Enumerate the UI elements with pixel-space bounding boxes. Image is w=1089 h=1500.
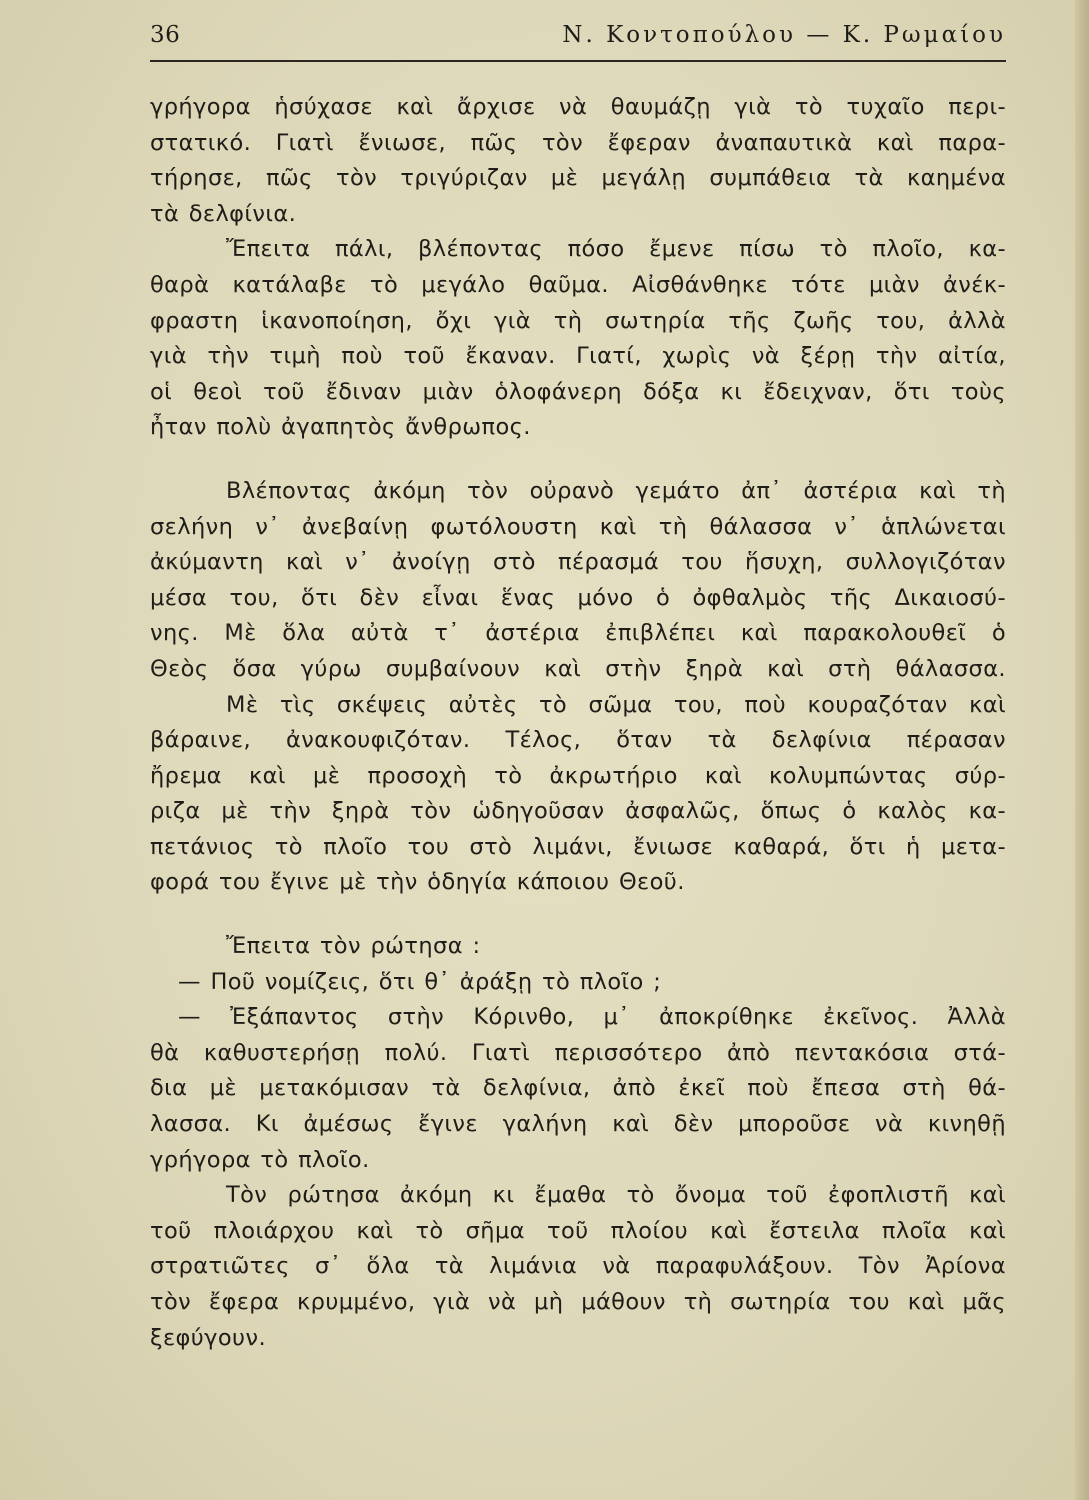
dialogue-line — [150, 965, 1006, 1001]
text-line: ἤρεμα καὶ μὲ προσοχὴ τὸ ἀκρωτήριο καὶ κολυμπώντας σύρ- — [150, 762, 1006, 789]
text-line: γιὰ τὴν τιμὴ ποὺ τοῦ ἔκαναν. Γιατί, χωρὶς νὰ ξέρῃ τὴν αἰτία, — [150, 343, 1006, 370]
text-line: Ἔπειτα πάλι, βλέποντας πόσο ἔμενε πίσω τὸ πλοῖο, κα- — [226, 236, 1006, 263]
running-head: Ν. Κοντοπούλου — Κ. Ρωμαίου — [562, 22, 1006, 48]
text-line: βάραινε, ἀνακουφιζόταν. Τέλος, ὅταν τὰ δελφίνια πέρασαν — [150, 727, 1006, 754]
text-line: τοῦ πλοιάρχου καὶ τὸ σῆμα τοῦ πλοίου καὶ ἔστειλα πλοῖα καὶ — [150, 1217, 1006, 1244]
text-line: νης. Μὲ ὅλα αὐτὰ τ᾿ ἀστέρια ἐπιβλέπει καὶ παρακολουθεῖ ὁ — [150, 620, 1006, 647]
text-line: λασσα. Κι ἀμέσως ἔγινε γαλήνη καὶ δὲν μποροῦσε νὰ κινηθῇ — [150, 1111, 1006, 1138]
text-line: Βλέποντας ἀκόμη τὸν οὐρανὸ γεμάτο ἀπ᾿ ἀστέρια καὶ τὴ — [226, 477, 1006, 504]
header-rule — [150, 60, 1006, 62]
text-line: τὸν ἔφερα κρυμμένο, γιὰ νὰ μὴ μάθουν τὴ σωτηρία του καὶ μᾶς — [150, 1289, 1006, 1315]
text-line: μέσα του, ὅτι δὲν εἶναι ἕνας μόνο ὁ ὀφθαλμὸς τῆς Δικαιοσύ- — [150, 584, 1006, 611]
text-line: δια μὲ μετακόμισαν τὰ δελφίνια, ἀπὸ ἐκεῖ ποὺ ἔπεσα στὴ θά- — [150, 1075, 1006, 1102]
paragraph — [150, 929, 1006, 965]
text-line: τήρησε, πῶς τὸν τριγύριζαν μὲ μεγάλῃ συμπάθεια τὰ καημένα — [150, 165, 1006, 192]
section-gap — [150, 901, 1006, 929]
text-line: σελήνη ν᾿ ἀνεβαίνῃ φωτόλουστη καὶ τὴ θάλασσα ν᾿ ἁπλώνεται — [150, 513, 1006, 540]
text-line: στρατιῶτες σ᾿ ὅλα τὰ λιμάνια νὰ παραφυλάξουν. Τὸν Ἀρίονα — [150, 1253, 1006, 1280]
text-line: γρήγορα ἡσύχασε καὶ ἄρχισε νὰ θαυμάζῃ γιὰ τὸ τυχαῖο περι- — [150, 94, 1006, 120]
paragraph — [150, 90, 1006, 232]
text-line: — Ἐξάπαντος στὴν Κόρινθο, μ᾿ ἀποκρίθηκε ἐκεῖνος. Ἀλλὰ — [178, 1004, 1006, 1031]
paragraph — [150, 474, 1006, 688]
body-text — [150, 90, 1006, 1356]
text-line: θαρὰ κατάλαβε τὸ μεγάλο θαῦμα. Αἰσθάνθηκε τότε μιὰν ἀνέκ- — [150, 271, 1006, 298]
text-line: ξεφύγουν. — [150, 1324, 266, 1351]
text-line: θὰ καθυστερήσῃ πολύ. Γιατὶ περισσότερο ἀπὸ πεντακόσια στά- — [150, 1039, 1006, 1066]
text-line: φορά του ἔγινε μὲ τὴν ὁδηγία κάποιου Θεοῦ. — [150, 869, 685, 896]
text-line: Μὲ τὶς σκέψεις αὐτὲς τὸ σῶμα του, ποὺ κουραζόταν καὶ — [226, 691, 1006, 718]
page-edge — [1075, 0, 1089, 1500]
text-line: ἦταν πολὺ ἀγαπητὸς ἄνθρωπος. — [150, 414, 531, 441]
text-line: πετάνιος τὸ πλοῖο του στὸ λιμάνι, ἔνιωσε καθαρά, ὅτι ἡ μετα- — [150, 833, 1006, 860]
text-line: φραστη ἱκανοποίηση, ὄχι γιὰ τὴ σωτηρία τῆς ζωῆς του, ἀλλὰ — [150, 307, 1006, 334]
text-line: — Ποῦ νομίζεις, ὅτι θ᾿ ἀράξῃ τὸ πλοῖο ; — [178, 968, 662, 995]
dialogue-line — [150, 1000, 1006, 1178]
text-line: ἀκύμαντη καὶ ν᾿ ἀνοίγῃ στὸ πέρασμά του ἥσυχη, συλλογιζόταν — [150, 549, 1006, 576]
paragraph — [150, 688, 1006, 902]
text-line: οἱ θεοὶ τοῦ ἔδιναν μιὰν ὁλοφάνερη δόξα κι ἔδειχναν, ὅτι τοὺς — [150, 378, 1006, 405]
page-header — [150, 22, 1006, 58]
text-line: ριζα μὲ τὴν ξηρὰ τὸν ὡδηγοῦσαν ἀσφαλῶς, ὅπως ὁ καλὸς κα- — [150, 798, 1006, 825]
text-line: Θεὸς ὅσα γύρω συμβαίνουν καὶ στὴν ξηρὰ καὶ στὴ θάλασσα. — [150, 655, 1006, 682]
paragraph — [150, 1178, 1006, 1356]
text-line: γρήγορα τὸ πλοῖο. — [150, 1146, 370, 1173]
text-line: Ἔπειτα τὸν ρώτησα : — [226, 933, 481, 960]
text-line: Τὸν ρώτησα ἀκόμη κι ἔμαθα τὸ ὄνομα τοῦ ἐφοπλιστῆ καὶ — [226, 1182, 1006, 1209]
page-number: 36 — [150, 22, 181, 48]
text-line: τὰ δελφίνια. — [150, 200, 297, 227]
text-line: στατικό. Γιατὶ ἔνιωσε, πῶς τὸν ἔφεραν ἀναπαυτικὰ καὶ παρα- — [150, 129, 1006, 156]
section-gap — [150, 446, 1006, 474]
paragraph — [150, 232, 1006, 446]
